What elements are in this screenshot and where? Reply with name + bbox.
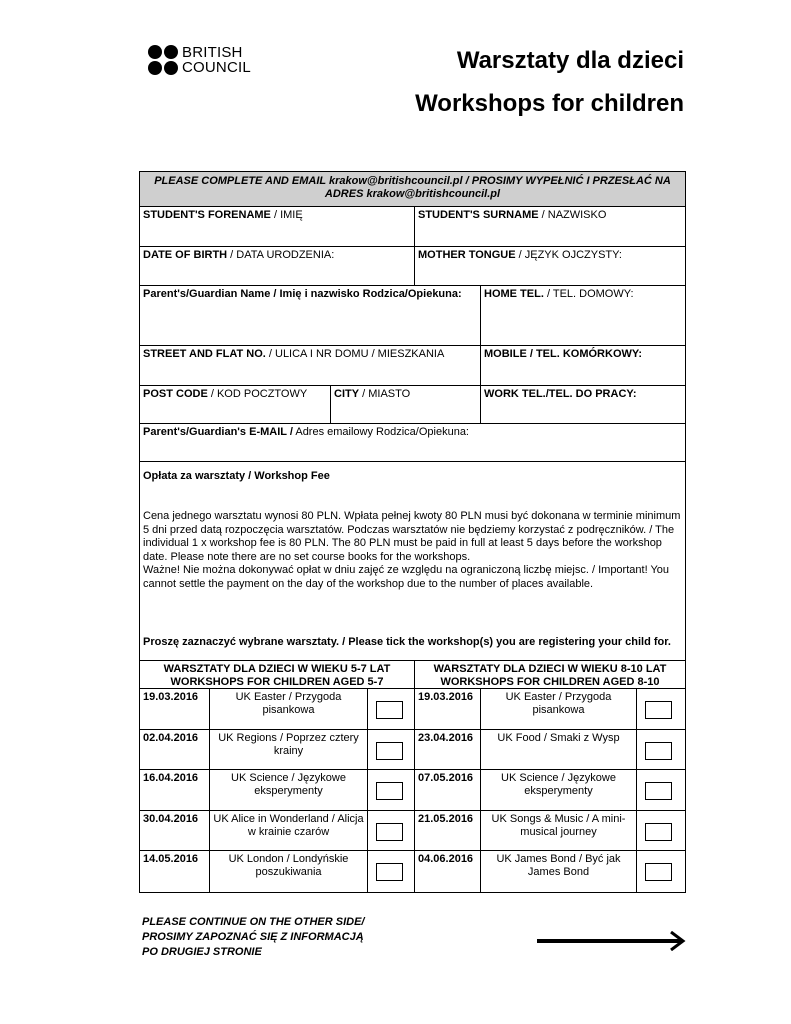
tick-instruction: Proszę zaznaczyć wybrane warsztaty. / Please tick the workshop(s) you are registering your child for. xyxy=(143,636,671,648)
workshop-topic-5-7-2: UK Regions / Poprzez cztery krainy xyxy=(210,730,368,771)
workshop-checkbox-8-10-1[interactable] xyxy=(645,701,672,719)
registration-form xyxy=(139,171,686,893)
continue-note-line-2: PROSIMY ZAPOZNAĆ SIĘ Z INFORMACJĄ xyxy=(142,931,364,943)
logo-text xyxy=(182,45,251,75)
continue-note xyxy=(142,915,364,960)
workshop-checkbox-5-7-2[interactable] xyxy=(376,742,403,760)
workshop-date-5-7-4: 30.04.2016 xyxy=(140,811,210,852)
workshop-checkbox-cell-8-10-4 xyxy=(637,811,685,852)
surname-field[interactable]: STUDENT'S SURNAME / NAZWISKO xyxy=(415,207,685,247)
workshop-topic-8-10-2: UK Food / Smaki z Wysp xyxy=(481,730,637,771)
workshop-date-8-10-1: 19.03.2016 xyxy=(415,689,481,730)
workshop-date-5-7-5: 14.05.2016 xyxy=(140,851,210,892)
workshop-checkbox-5-7-1[interactable] xyxy=(376,701,403,719)
workshop-header-5-7: WARSZTATY DLA DZIECI W WIEKU 5-7 LAT WORKSHOPS FOR CHILDREN AGED 5-7 xyxy=(140,661,415,689)
workshop-topic-8-10-1: UK Easter / Przygoda pisankowa xyxy=(481,689,637,730)
workshop-date-5-7-1: 19.03.2016 xyxy=(140,689,210,730)
workshop-table xyxy=(140,660,685,893)
street-field[interactable]: STREET AND FLAT NO. / ULICA I NR DOMU / MIESZKANIA xyxy=(140,346,481,386)
continue-note-line-3: PO DRUGIEJ STRONIE xyxy=(142,946,262,958)
fee-text-1: Cena jednego warsztatu wynosi 80 PLN. Wpłata pełnej kwoty 80 PLN musi być dokonana w terminie minimum 5 dni przed datą rozpoczęcia warsztatów. Podczas warsztatów nie będziemy korzystać z podręczników. / The individual 1 x workshop fee is 80 PLN. The 80 PLN must be paid in full at least 5 days before the workshop date. Please note there are no set course books for the workshops. xyxy=(143,510,681,563)
workshop-date-8-10-2: 23.04.2016 xyxy=(415,730,481,771)
workshop-date-8-10-3: 07.05.2016 xyxy=(415,770,481,811)
workshop-checkbox-8-10-5[interactable] xyxy=(645,863,672,881)
logo-line-2: COUNCIL xyxy=(182,59,251,76)
city-field[interactable]: CITY / MIASTO xyxy=(330,386,481,424)
parent-name-field[interactable]: Parent's/Guardian Name / Imię i nazwisko Rodzica/Opiekuna: xyxy=(140,286,481,346)
workshop-date-5-7-3: 16.04.2016 xyxy=(140,770,210,811)
workshop-topic-8-10-4: UK Songs & Music / A mini-musical journey xyxy=(481,811,637,852)
post-code-field[interactable]: POST CODE / KOD POCZTOWY xyxy=(140,386,330,424)
workshop-topic-5-7-4: UK Alice in Wonderland / Alicja w krainie czarów xyxy=(210,811,368,852)
workshop-topic-5-7-1: UK Easter / Przygoda pisankowa xyxy=(210,689,368,730)
workshop-checkbox-cell-5-7-4 xyxy=(368,811,415,852)
workshop-checkbox-8-10-3[interactable] xyxy=(645,782,672,800)
workshop-header-8-10: WARSZTATY DLA DZIECI W WIEKU 8-10 LAT WORKSHOPS FOR CHILDREN AGED 8-10 xyxy=(415,661,685,689)
workshop-checkbox-5-7-3[interactable] xyxy=(376,782,403,800)
page-title-en: Workshops for children xyxy=(415,90,684,117)
date-of-birth-field[interactable]: DATE OF BIRTH / DATA URODZENIA: xyxy=(140,247,415,286)
workshop-checkbox-cell-8-10-2 xyxy=(637,730,685,771)
workshop-checkbox-cell-5-7-2 xyxy=(368,730,415,771)
arrow-right-icon xyxy=(537,931,687,951)
workshop-topic-5-7-3: UK Science / Językowe eksperymenty xyxy=(210,770,368,811)
workshop-date-5-7-2: 02.04.2016 xyxy=(140,730,210,771)
work-tel-field[interactable]: WORK TEL./TEL. DO PRACY: xyxy=(481,386,685,424)
fee-title: Opłata za warsztaty / Workshop Fee xyxy=(143,470,330,482)
workshop-checkbox-cell-5-7-3 xyxy=(368,770,415,811)
workshop-topic-8-10-3: UK Science / Językowe eksperymenty xyxy=(481,770,637,811)
workshop-checkbox-cell-8-10-5 xyxy=(637,851,685,892)
workshop-checkbox-cell-8-10-3 xyxy=(637,770,685,811)
continue-note-line-1: PLEASE CONTINUE ON THE OTHER SIDE/ xyxy=(142,916,365,928)
workshop-topic-5-7-5: UK London / Londyńskie poszukiwania xyxy=(210,851,368,892)
workshop-checkbox-cell-8-10-1 xyxy=(637,689,685,730)
british-council-logo xyxy=(148,45,251,75)
fee-text-2: Ważne! Nie można dokonywać opłat w dniu zajęć ze względu na ograniczoną liczbę miejsc. / Important! You cannot settle the payment on the day of the workshop due to the number of places available. xyxy=(143,564,670,590)
workshop-date-8-10-4: 21.05.2016 xyxy=(415,811,481,852)
mobile-field[interactable]: MOBILE / TEL. KOMÓRKOWY: xyxy=(481,346,685,386)
workshop-date-8-10-5: 04.06.2016 xyxy=(415,851,481,892)
forename-field[interactable]: STUDENT'S FORENAME / IMIĘ xyxy=(140,207,415,247)
workshop-checkbox-8-10-2[interactable] xyxy=(645,742,672,760)
workshop-checkbox-5-7-4[interactable] xyxy=(376,823,403,841)
logo-dots-icon xyxy=(148,45,178,75)
logo-line-1: BRITISH xyxy=(182,44,243,61)
parent-email-field[interactable]: Parent's/Guardian's E-MAIL / Adres emailowy Rodzica/Opiekuna: xyxy=(140,424,685,462)
mother-tongue-field[interactable]: MOTHER TONGUE / JĘZYK OJCZYSTY: xyxy=(415,247,685,286)
workshop-topic-8-10-5: UK James Bond / Być jak James Bond xyxy=(481,851,637,892)
workshop-checkbox-5-7-5[interactable] xyxy=(376,863,403,881)
workshop-checkbox-8-10-4[interactable] xyxy=(645,823,672,841)
workshop-checkbox-cell-5-7-1 xyxy=(368,689,415,730)
form-header: PLEASE COMPLETE AND EMAIL krakow@britishcouncil.pl / PROSIMY WYPEŁNIĆ I PRZESŁAĆ NA ADRES krakow@britishcouncil.pl xyxy=(140,172,685,207)
home-tel-field[interactable]: HOME TEL. / TEL. DOMOWY: xyxy=(481,286,685,346)
workshop-checkbox-cell-5-7-5 xyxy=(368,851,415,892)
page-title-pl: Warsztaty dla dzieci xyxy=(456,47,684,74)
